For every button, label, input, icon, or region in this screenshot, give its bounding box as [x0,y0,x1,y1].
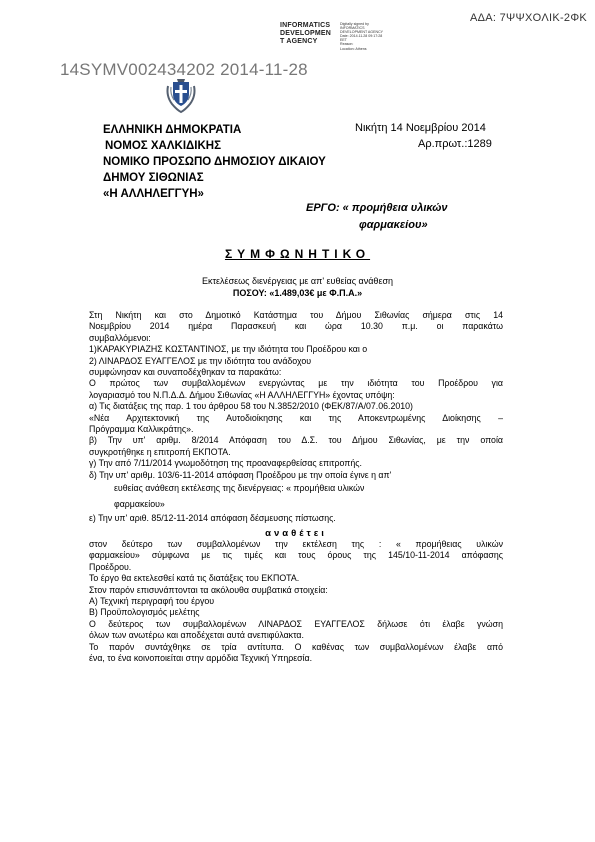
signature-detail-line: Location: Athens [340,46,367,51]
project-title-line: ΕΡΓΟ: « προμήθεια υλικών [306,202,448,214]
body-line: ένα, το ένα κοινοποιείται στην αρμόδια Τεχνική Υπηρεσία. [89,652,313,663]
document-date: Νικήτη 14 Νοεμβρίου 2014 [355,122,486,134]
body-line: Ο πρώτος των συμβαλλομένων ενεργώντας με την ιδιότητα του Προέδρου για [89,378,503,389]
body-line: β) Την υπ' αριθμ. 8/2014 Απόφαση του Δ.Σ. του Δήμου Σιθωνίας, με την οποία [89,435,503,446]
signature-detail-line: EET [340,38,347,43]
body-line: δ) Την υπ' αριθμ. 103/6-11-2014 απόφαση Προέδρου με την οποία έγινε η απ' [89,469,392,480]
signature-detail-line: Digitally signed by [340,22,369,26]
signature-org-line: DEVELOPMEN [280,30,332,37]
body-line: Ο δεύτερος των συμβαλλομένων ΛΙΝΑΡΔΟΣ ΕΥΑΓΓΕΛΟΣ δήλωσε ότι έλαβε γνώση [89,618,503,629]
signature-detail-line: DEVELOPMENT AGENCY [340,30,384,35]
signature-detail-line: Reason: [340,42,354,47]
assignment-heading: αναθέτει [265,527,327,539]
signature-detail-line: INFORMATICS [340,26,365,31]
body-line: ε) Την υπ' αριθ. 85/12-11-2014 απόφαση δέσμευσης πίστωσης. [89,513,336,524]
body-line: φαρμακείου» σύμφωνα με τις τιμές και τους όρους της 145/10-11-2014 απόφασης [89,550,503,561]
body-line: γ) Την από 7/11/2014 γνωμοδότηση της προαναφερθείσας επιτροπής. [89,458,362,469]
header-line: ΝΟΜΙΚΟ ΠΡΟΣΩΠΟ ΔΗΜΟΣΙΟΥ ΔΙΚΑΙΟΥ [103,156,326,168]
greek-coat-of-arms-icon [164,76,198,114]
document-subtitle: Εκτελέσεως διενέργειας με απ' ευθείας ανάθεση [201,276,394,286]
body-line: όλων των ανωτέρω και αποδέχεται αυτά ανεπιφύλακτα. [89,630,304,641]
body-line: συγκροτήθηκε η επιτροπή ΕΚΠΟΤΑ. [89,446,231,457]
signature-org-line: T AGENCY [280,38,318,45]
body-line: α) Τις διατάξεις της παρ. 1 του άρθρου 58 του Ν.3852/2010 (ΦΕΚ/87/Α/07.06.2010) [89,401,413,412]
body-line: Νοεμβρίου 2014 ημέρα Παρασκευή και ώρα 10.30 π.μ. οι παρακάτω [89,321,503,332]
signature-detail-line: Date: 2014.11.28 09:17:28 [340,34,383,39]
project-title [306,200,448,234]
body-line: 1)ΚΑΡΑΚΥΡΙΑΖΗΣ ΚΩΣΤΑΝΤΙΝΟΣ, με την ιδιότητα του Προέδρου και ο [89,344,368,355]
contract-body [89,310,503,664]
header-line: ΔΗΜΟΥ ΣΙΘΩΝΙΑΣ [103,172,204,184]
body-line: Προέδρου. [89,561,132,572]
body-line: λογαριασμό του Ν.Π.Δ.Δ. Δήμου Σιθωνίας «Η ΑΛΛΗΛΕΓΓΥΗ» έχοντας υπόψη: [89,389,395,400]
body-line: στον δεύτερο των συμβαλλομένων την εκτέλεση της : « προμήθειας υλικών [89,538,503,549]
body-line: Πρόγραμμα Καλλικράτης». [89,424,194,435]
header-line: ΕΛΛΗΝΙΚΗ ΔΗΜΟΚΡΑΤΙΑ [103,124,242,136]
issuer-header [103,122,326,202]
body-line: Το έργο θα εκτελεσθεί κατά τις διατάξεις του ΕΚΠΟΤΑ. [89,573,300,584]
document-title: ΣΥΜΦΩΝΗΤΙΚΟ [224,247,371,261]
protocol-stamp: 14SYMV002434202 2014-11-28 [60,60,308,79]
ada-code: ΑΔΑ: 7ΨΨΧΟΛΙΚ-2ΦΚ [470,12,588,24]
body-line: 2) ΛΙΝΑΡΔΟΣ ΕΥΑΓΓΕΛΟΣ με την ιδιότητα του ανάδοχου [89,355,312,366]
body-line: Α) Τεχνική περιγραφή του έργου [89,595,215,606]
header-line: «Η ΑΛΛΗΛΕΓΓΥΗ» [103,188,204,200]
body-line: Β) Προϋπολογισμός μελέτης [89,607,200,618]
body-line: Στον παρόν επισυνάπτονται τα ακόλουθα συμβατικά στοιχεία: [89,584,328,595]
project-title-line: φαρμακείου» [359,219,428,231]
body-line: συμβαλλόμενοι: [89,332,151,343]
protocol-number: Αρ.πρωτ.:1289 [418,138,492,150]
body-line: Στη Νικήτη και στο Δημοτικό Κατάστημα του Δήμου Σιθωνίας σήμερα στις 14 [89,310,503,320]
signature-org-line: INFORMATICS [280,22,331,29]
body-line: συμφώνησαν και συναποδέχθηκαν τα παρακάτω: [89,367,282,378]
body-line: Το παρόν συντάχθηκε σε τρία αντίτυπα. Ο καθένας των συμβαλλομένων έλαβε από [89,641,503,652]
contract-amount: ΠΟΣΟΥ: «1.489,03€ με Φ.Π.Α.» [232,288,363,298]
header-line: ΝΟΜΟΣ ΧΑΛΚΙΔΙΚΗΣ [105,140,221,152]
body-line: ευθείας ανάθεση εκτέλεσης της διενέργειας: « προμήθεια υλικών [114,483,365,494]
body-line: «Νέα Αρχιτεκτονική της Αυτοδιοίκησης και της Αποκεντρωμένης Διοίκησης – [89,412,503,423]
digital-signature-details [340,22,383,51]
digital-signature-organization [280,22,331,46]
body-line: φαρμακείου» [114,499,165,510]
